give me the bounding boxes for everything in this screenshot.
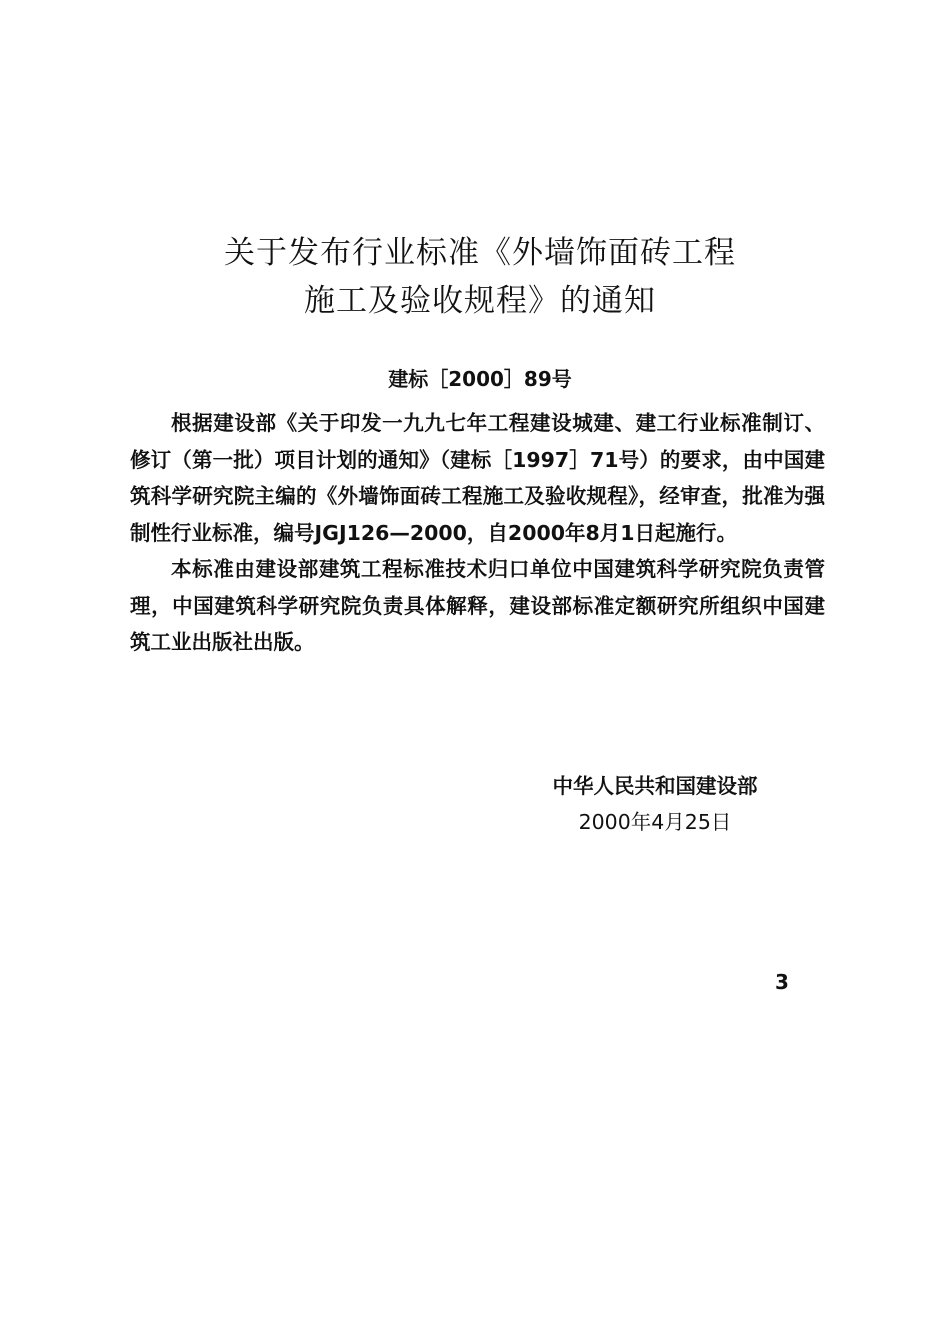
document-number: 建标［2000］89号 [388, 367, 572, 391]
body-paragraph-2: 本标准由建设部建筑工程标准技术归口单位中国建筑科学研究院负责管理，中国建筑科学研究院负责具体解释，建设部标准定额研究所组织中国建筑工业出版社出版。 [130, 557, 825, 654]
body-paragraph-1: 根据建设部《关于印发一九九七年工程建设城建、建工行业标准制订、修订（第一批）项目计划的通知》（建标［1997］71号）的要求，由中国建筑科学研究院主编的《外墙饰面砖工程施工及验收规程》，经审查，批准为强制性行业标准，编号JGJ126—2000，自2000年8月1日起施行。 [130, 411, 825, 545]
notice-body [130, 405, 825, 661]
issue-date: 2000年4月25日 [578, 810, 732, 834]
notice-title-line-2: 施工及验收规程》的通知 [304, 283, 656, 319]
notice-title-line-1: 关于发布行业标准《外墙饰面砖工程 [224, 235, 736, 271]
signature-block [520, 768, 790, 840]
page-number: 3 [775, 970, 789, 994]
issuing-authority: 中华人民共和国建设部 [552, 774, 758, 798]
